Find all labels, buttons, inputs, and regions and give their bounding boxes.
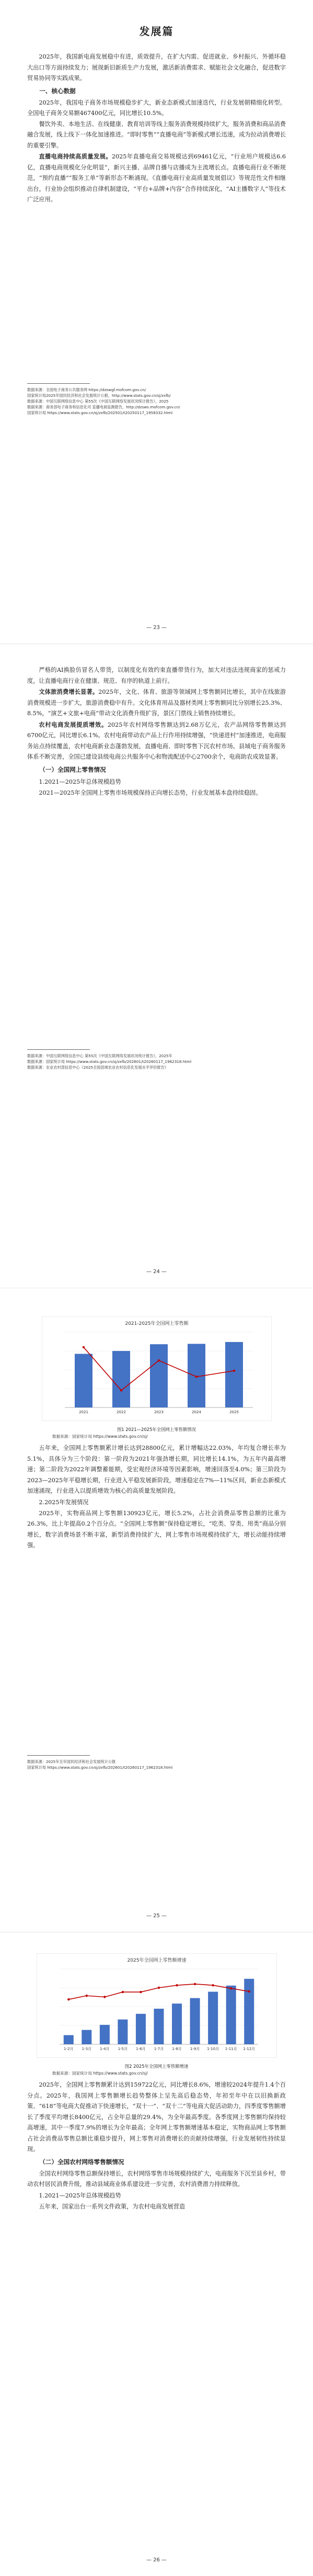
paragraph-lead: 文体旅消费增长显著。 <box>39 688 99 695</box>
line-point <box>176 1984 178 1986</box>
x-tick-label: 1-3月 <box>82 2047 91 2051</box>
paragraph: 五年来，国家出台一系列文件政策，为农村电商发展营造 <box>39 2203 186 2210</box>
line-point <box>157 1987 159 1989</box>
bar <box>118 2020 127 2044</box>
line-point <box>82 1346 84 1348</box>
paragraph-text: 2025年农村网络零售额达到2.68万亿元，农产品网络零售额达到6700亿元，同比增长6.1%。农村电商带动农产品上行作用持续增强，“快递进村”加速推进，电商服务站点持续覆盖，农村电商新业态蓬勃发展，直播电商、即时零售下沉农村市场。县域电子商务服务体系不断完善，全国已建设县级电商公共服务中心和物流配送中心2700余个，电商助农成效显著。 <box>27 721 286 760</box>
footnote: 数据来源：全国电子商务公共服务网 https://dzswgf.mofcom.gov.cn/ <box>27 387 146 392</box>
x-tick-label: 2024 <box>191 1410 201 1414</box>
paragraph: 五年来，全国网上零售额累计增长达到28800亿元，累计增幅达22.03%，年均复合增长率为5.1%，具体分为三个阶段：第一阶段为2021年强劲增长期，同比增长14.1%，为五年内最高增速；第二阶段为2022年调整蓄能期，受宏观经济环境等因素影响，增速回落至4.0%；第三阶段为2023—2025年平稳增长期，行业进入平稳发展新阶段，增速稳定在7%—11%区间，新业态新模式加速涌现，行业进入以提质增效为核心的高质量发展阶段。 <box>27 1445 286 1494</box>
footnote: 数据来源：农业农村部信息中心《2025全国县域农业农村信息化发展水平评价报告》 <box>27 1065 168 1070</box>
bar <box>172 2003 182 2044</box>
paragraph <box>27 686 286 719</box>
bar <box>150 1344 168 1407</box>
page-1 <box>0 0 313 644</box>
paragraph: 餐饮外卖、本地生活、在线健康、教育培训等线上服务消费规模持续扩大，服务消费和商品消费融合发展，线上线下一体化加速推进。“即时零售”“直播电商”等新模式增长迅速，成为拉动消费增长的重要引擎。 <box>27 120 286 149</box>
paragraph: 2025年，我国新电商发展稳中有进，质效提升，在扩大内需、促进就业、乡村振兴、外循环稳大出口等方面持续发力；展现新旧新质生产力发展，激活新消费需求、赋能社会文化融合，促进数字贸易协同等实践成果。 <box>27 53 286 82</box>
page-2 <box>0 644 313 1288</box>
bar <box>82 2030 91 2044</box>
figure-1 <box>27 1316 286 1423</box>
footnote: 数据来源：中国互联网络信息中心 第55次《中国互联网络发展状况统计报告》，2025 <box>27 398 169 404</box>
paragraph-text: 2025年，文化、体育、旅游等领域网上零售额同比增长，其中在线旅游消费规模进一步扩大，旅游消费稳中有升。文化体育用品及器材类网上零售额同比分别增长25.3%、8.5%，“演艺+文旅+电商”带动文化消费升级扩容，景区门票线上销售持续增长。 <box>27 689 286 717</box>
page-number: — 26 — <box>146 2557 167 2563</box>
figure-caption: 图1 2021—2025年全国网上零售额情况 <box>117 1427 196 1432</box>
x-tick-label: 1-12月 <box>242 2047 255 2051</box>
line-point <box>85 1995 87 1997</box>
footnote: 国家统计局2025年国民经济和社会发展统计公报，http://www.stats.gov.cn/sj/zxfb/ <box>27 393 171 398</box>
footnote-rule <box>27 383 90 384</box>
page-number: — 23 — <box>146 625 167 631</box>
figure-source: 数据来源：国家统计局 https://www.stats.gov.cn/sj/ <box>52 1434 148 1439</box>
bar <box>208 1991 218 2044</box>
line-point <box>157 1359 159 1361</box>
x-tick-label: 2025 <box>229 1410 239 1414</box>
paragraph-lead: 农村电商发展提质增效。 <box>39 720 108 728</box>
bar <box>135 2014 145 2044</box>
paragraph-lead: 直播电商持续高质量发展。 <box>39 153 112 160</box>
line-point <box>103 1996 106 1998</box>
figure-source: 数据来源：国家统计局 https://www.stats.gov.cn/sj/ <box>52 2071 148 2076</box>
line-point <box>212 1984 214 1986</box>
paragraph: 全国农村网络零售总额保持增长，农村网络零售市场规模持续扩大，电商服务下沉至县乡村，带动农村居民消费升级，推动县域商业体系建设进一步完善，农村消费潜力持续释放。 <box>27 2170 286 2188</box>
x-tick-label: 1-4月 <box>99 2047 110 2051</box>
paragraph-text: 2025年直播电商交易规模达到69461亿元，“行业用户规模达6.6亿，直播电商规模化分化明显”，新兴主播、品牌自播与店播成为主流增长点。直播电商行业不断规范，“预约直播”“服务工单”等新形态不断涌现。《直播电商行业高质量发展倡议》等规范性文件相继出台，行业协会组织推动自律机制建设，“平台+品牌+内容”合作持续深化，“AI主播数字人”等技术广泛应用。 <box>27 153 286 203</box>
paragraph: 严格的AI换脸仿冒名人带货，以制度化有效约束直播带货行为，加大对违法违规商家的惩戒力度，让直播电商行业在健康、规范、有序的轨道上前行。 <box>27 667 286 684</box>
paragraph <box>27 151 286 205</box>
bar <box>154 2009 164 2044</box>
footnote: 国家统计局 https://www.stats.gov.cn/sj/zxfb/202501/t20250117_1958332.html <box>27 410 173 415</box>
x-tick-label: 1-11月 <box>225 2047 237 2051</box>
x-tick-label: 1-9月 <box>190 2047 200 2051</box>
page-number: — 25 — <box>146 1913 167 1919</box>
line-point <box>140 1991 142 1993</box>
x-tick-label: 1-6月 <box>135 2047 146 2051</box>
bar <box>244 1979 254 2044</box>
chart-online-retail-2021-2025 <box>42 1316 272 1421</box>
section-heading: （一）全国网上零售情况 <box>39 765 106 773</box>
paragraph: 2025年，我国电子商务市场规模稳步扩大，新业态新模式加速迭代，行业发展朝精细化转型。全国电子商务交易额467400亿元，同比增长10.5%。 <box>27 99 286 117</box>
section-heading: 一、核心数据 <box>39 87 76 95</box>
line-point <box>229 1987 231 1989</box>
x-tick-label: 1-5月 <box>118 2047 127 2051</box>
chart-title: 2021-2025年全国网上零售额 <box>124 1321 189 1326</box>
bar <box>75 1354 92 1407</box>
footnote: 国家统计局 https://www.stats.gov.cn/sj/zxfb/202601/t20260117_1962318.html <box>27 1765 173 1770</box>
bar <box>63 2035 73 2044</box>
subsection-heading: 1.2021—2025年总体规模趋势 <box>39 778 121 785</box>
bar <box>190 1998 200 2044</box>
chart-title: 2025年全国网上零售额增速 <box>127 1958 186 1963</box>
line-point <box>120 1389 122 1391</box>
bar <box>225 1342 243 1407</box>
subsection-heading: 2.2025年发展情况 <box>39 1498 89 1506</box>
section-heading: （二）全国农村网络零售额情况 <box>39 2158 124 2166</box>
footnote-rule <box>27 1755 90 1756</box>
page-3 <box>0 1288 313 1932</box>
paragraph: 2021—2025年全国网上零售市场规模保持正向增长态势，行业发展基本盘持续稳固。 <box>39 789 262 796</box>
paragraph <box>27 719 286 763</box>
x-tick-label: 1-10月 <box>206 2047 219 2051</box>
page-title: 发展篇 <box>139 25 174 38</box>
line-point <box>193 1983 195 1985</box>
line-point <box>121 1991 123 1993</box>
page-4 <box>0 1932 313 2576</box>
footnote: 数据来源：2025年全年国民经济和社会发展统计公报 <box>27 1759 116 1764</box>
line-point <box>67 1998 69 2000</box>
bar <box>99 2025 109 2044</box>
footnote-rule <box>27 1049 90 1050</box>
x-tick-label: 2023 <box>154 1410 164 1414</box>
x-tick-label: 1-8月 <box>171 2047 182 2051</box>
subsection-heading: 1.2021—2025年总体规模趋势 <box>39 2192 121 2199</box>
chart-online-retail-2025-monthly <box>37 1953 277 2058</box>
x-tick-label: 2021 <box>78 1410 88 1414</box>
bar <box>226 1986 236 2044</box>
line-point <box>195 1376 197 1378</box>
x-tick-label: 1-2月 <box>63 2047 73 2051</box>
footnote: 数据来源：国家统计局 https://www.stats.gov.cn/sj/zxfb/202601/t20260117_1962318.html <box>27 1059 192 1064</box>
page-number: — 24 — <box>146 1269 167 1275</box>
line-point <box>233 1370 235 1372</box>
paragraph: 2025年，实物商品网上零售额130923亿元，增长5.2%，占社会消费品零售总额的比重为26.3%，比上年提高0.2个百分点。“全国网上零售额”保持稳定增长，“吃类、穿类、用类”商品分别增长，数字消费场景不断丰富，新型消费持续扩大，网上零售市场规模持续扩大，增长动能持续增强。 <box>27 1509 286 1549</box>
footnote: 数据来源：商务部电子商务和信息化司 直播电商监测报告，http://dzsws.mofcom.gov.cn/ <box>27 404 180 409</box>
footnote: 数据来源：中国互联网络信息中心 第55次《中国互联网络发展状况统计报告》，2025年 <box>27 1054 172 1058</box>
figure-2 <box>27 1953 286 2060</box>
bar <box>112 1351 130 1407</box>
line-point <box>248 1990 250 1993</box>
x-tick-label: 2022 <box>116 1410 126 1414</box>
paragraph: 2025年，全国网上零售额累计达到159722亿元，同比增长8.6%，增速较2024年提升1.4个百分点。2025年，我国网上零售额增长趋势整体上呈先高后稳态势，年初至年中在以旧换新政策、“618”等电商大促推动下快速增长，“双十一”、“双十二”等电商大促活动助力，四季度零售额增长了季度平均增长8400亿元，占全年总量的29.4%，为全年最高季度。各季度网上零售额均保持较高增速，其中一季度7.9%的增长为全年最高；全年网上零售额增速基本稳定，实物商品网上零售额占社会消费品零售总额比重稳步提升，网上零售对消费增长的贡献持续增强，行业发展韧性持续显现。 <box>27 2081 286 2153</box>
x-tick-label: 1-7月 <box>154 2047 164 2051</box>
figure-caption: 图2 2025年全国网上零售额增速 <box>124 2064 189 2069</box>
